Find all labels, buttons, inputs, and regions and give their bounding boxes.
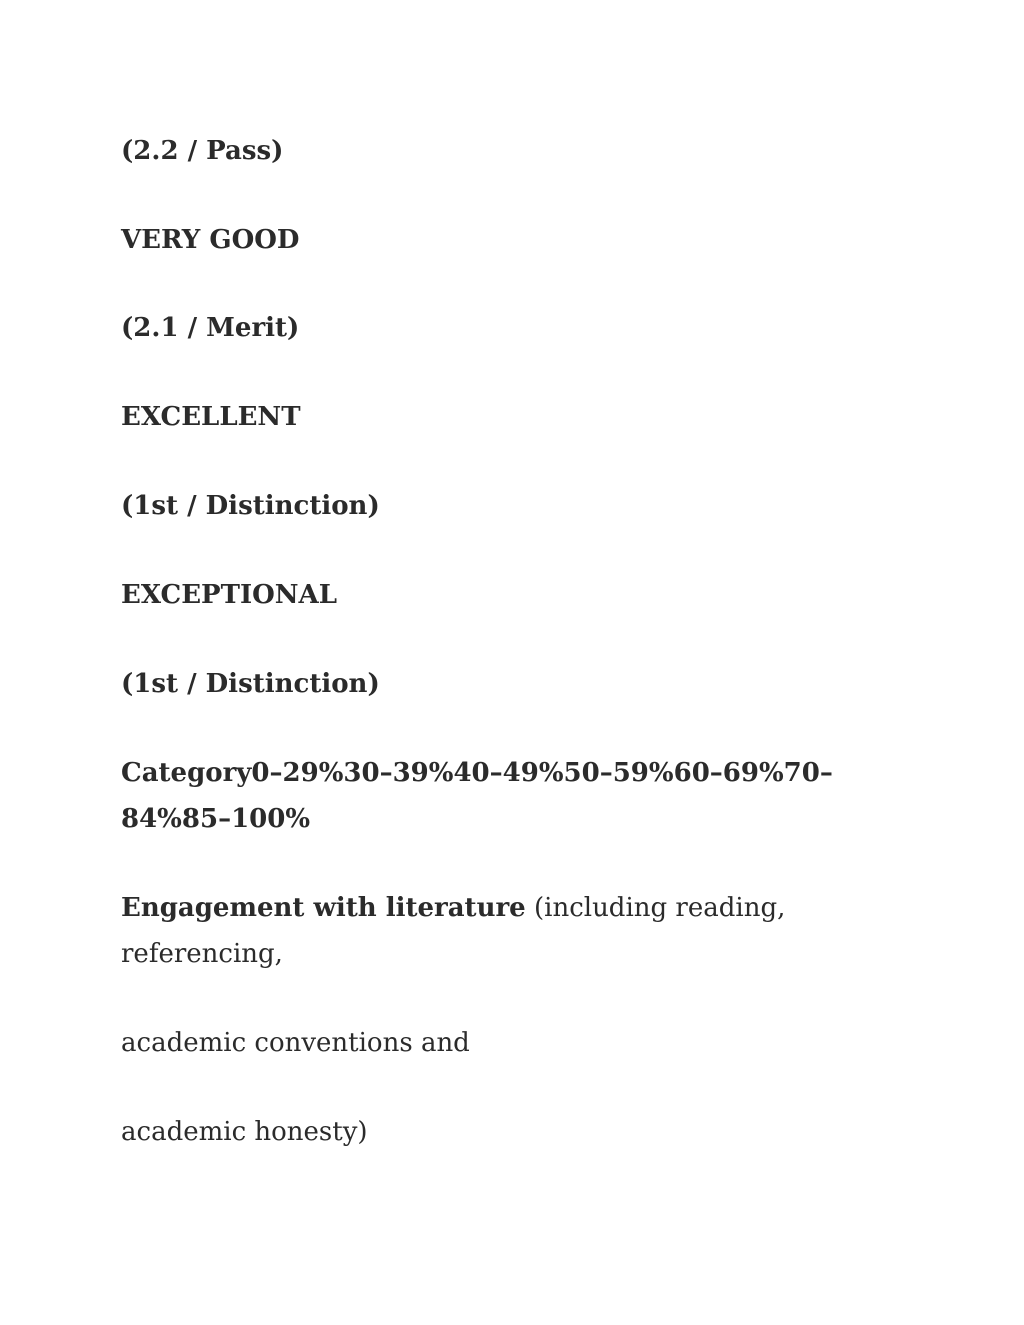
- grade-label-pass: (2.2 / Pass): [121, 136, 284, 166]
- academic-conventions-text: academic conventions and: [121, 1028, 470, 1058]
- grade-label-merit: (2.1 / Merit): [121, 313, 300, 343]
- category-range-line-1: Category0–29%30–39%40–49%50–59%60–69%70–: [121, 758, 833, 788]
- grade-heading-very-good: VERY GOOD: [121, 225, 300, 255]
- engagement-description: (including reading,: [525, 893, 786, 923]
- engagement-heading: Engagement with literature: [121, 893, 526, 923]
- grade-label-distinction-1: (1st / Distinction): [121, 491, 380, 521]
- grade-heading-exceptional: EXCEPTIONAL: [121, 580, 337, 610]
- engagement-line-2: referencing,: [121, 939, 283, 969]
- engagement-line-1: [121, 885, 785, 931]
- grade-label-distinction-2: (1st / Distinction): [121, 669, 380, 699]
- grade-heading-excellent: EXCELLENT: [121, 402, 301, 432]
- academic-honesty-text: academic honesty): [121, 1117, 368, 1147]
- category-range-line-2: 84%85–100%: [121, 804, 311, 834]
